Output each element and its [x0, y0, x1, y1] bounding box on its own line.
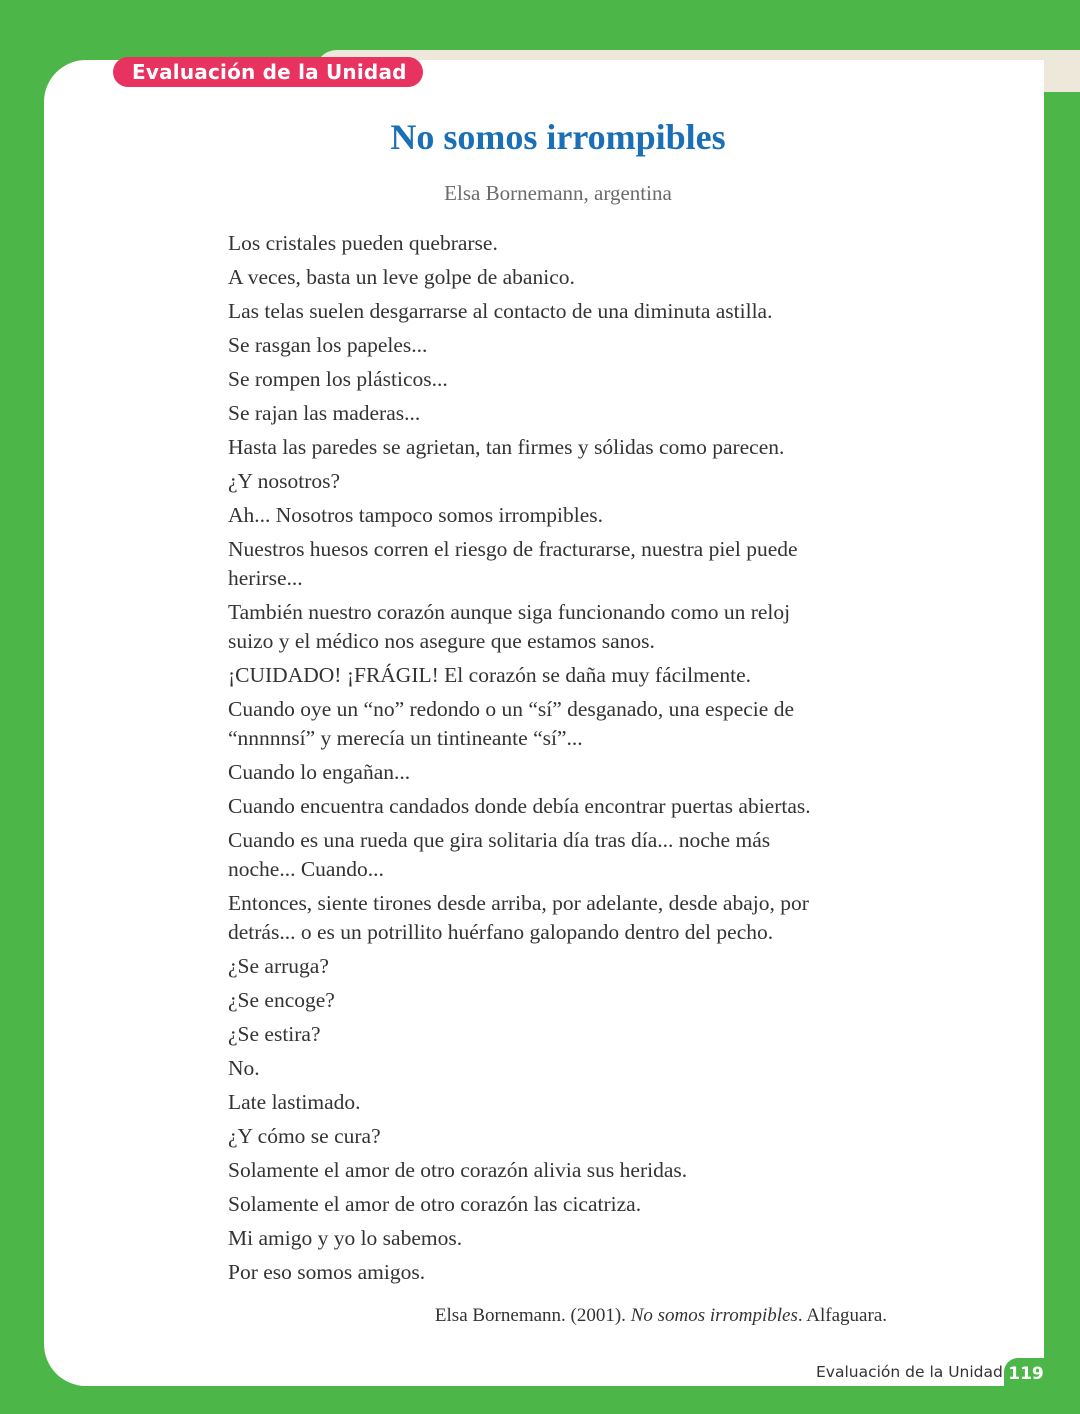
verse-line: ¿Se encoge?	[228, 988, 335, 1012]
footer-section-label: Evaluación de la Unidad	[816, 1363, 1003, 1381]
poem-verse	[228, 365, 908, 394]
poem-verse	[228, 399, 908, 428]
poem-verse	[228, 297, 908, 326]
page-number: 119	[1004, 1358, 1048, 1390]
poem-verse	[228, 661, 908, 690]
poem-author: Elsa Bornemann, argentina	[444, 181, 672, 205]
verse-line: No.	[228, 1056, 260, 1080]
verse-line: ¿Y nosotros?	[228, 469, 341, 493]
right-margin-bar	[1044, 92, 1080, 1414]
verse-line: Entonces, siente tirones desde arriba, por adelante, desde abajo, por	[228, 891, 809, 915]
verse-line: Las telas suelen desgarrarse al contacto de una diminuta astilla.	[228, 299, 773, 323]
poem-verse	[228, 952, 908, 981]
section-badge: Evaluación de la Unidad	[113, 57, 423, 87]
poem-verse	[228, 1088, 908, 1117]
poem-verse	[228, 535, 908, 593]
verse-line: suizo y el médico nos asegure que estamos sanos.	[228, 629, 655, 653]
poem-verse	[228, 826, 908, 884]
verse-line: Solamente el amor de otro corazón alivia sus heridas.	[228, 1158, 688, 1182]
poem-verse	[228, 467, 908, 496]
poem-verse	[228, 501, 908, 530]
poem-verse	[228, 229, 908, 258]
poem-body	[228, 229, 908, 1292]
poem-verse	[228, 433, 908, 462]
poem-verse	[228, 1054, 908, 1083]
verse-line: Por eso somos amigos.	[228, 1260, 426, 1284]
verse-line: Nuestros huesos corren el riesgo de fracturarse, nuestra piel puede	[228, 537, 798, 561]
verse-line: “nnnnnsí” y merecía un tintineante “sí”...	[228, 726, 583, 750]
verse-line: Ah... Nosotros tampoco somos irrompibles.	[228, 503, 604, 527]
verse-line: ¿Y cómo se cura?	[228, 1124, 381, 1148]
poem-verse	[228, 1190, 908, 1219]
citation-title: No somos irrompibles	[630, 1305, 798, 1326]
verse-line: ¿Se estira?	[228, 1022, 321, 1046]
verse-line: Los cristales pueden quebrarse.	[228, 231, 498, 255]
verse-line: Cuando encuentra candados donde debía encontrar puertas abiertas.	[228, 794, 811, 818]
poem-verse	[228, 1258, 908, 1287]
verse-line: herirse...	[228, 566, 303, 590]
verse-line: También nuestro corazón aunque siga funcionando como un reloj	[228, 600, 791, 624]
poem-verse	[228, 1122, 908, 1151]
verse-line: Se rajan las maderas...	[228, 401, 421, 425]
verse-line: Late lastimado.	[228, 1090, 361, 1114]
verse-line: ¡CUIDADO! ¡FRÁGIL! El corazón se daña muy fácilmente.	[228, 663, 752, 687]
citation-prefix: Elsa Bornemann. (2001).	[434, 1305, 631, 1326]
verse-line: Cuando es una rueda que gira solitaria día tras día... noche más	[228, 828, 771, 852]
verse-line: noche... Cuando...	[228, 857, 384, 881]
verse-line: detrás... o es un potrillito huérfano galopando dentro del pecho.	[228, 920, 774, 944]
poem-verse	[228, 1224, 908, 1253]
poem-verse	[228, 263, 908, 292]
verse-line: Cuando lo engañan...	[228, 760, 411, 784]
verse-line: Se rasgan los papeles...	[228, 333, 428, 357]
poem-verse	[228, 1156, 908, 1185]
verse-line: Cuando oye un “no” redondo o un “sí” desganado, una especie de	[228, 697, 794, 721]
verse-line: A veces, basta un leve golpe de abanico.	[228, 265, 575, 289]
verse-line: ¿Se arruga?	[228, 954, 329, 978]
poem-title: No somos irrompibles	[390, 117, 726, 157]
verse-line: Hasta las paredes se agrietan, tan firmes y sólidas como parecen.	[228, 435, 785, 459]
poem-verse	[228, 1020, 908, 1049]
citation	[435, 1305, 887, 1327]
poem-verse	[228, 331, 908, 360]
poem-verse	[228, 986, 908, 1015]
verse-line: Mi amigo y yo lo sabemos.	[228, 1226, 463, 1250]
citation-suffix: . Alfaguara.	[797, 1305, 887, 1326]
poem-verse	[228, 889, 908, 947]
poem-verse	[228, 695, 908, 753]
poem-verse	[228, 792, 908, 821]
poem-verse	[228, 598, 908, 656]
verse-line: Solamente el amor de otro corazón las cicatriza.	[228, 1192, 642, 1216]
poem-verse	[228, 758, 908, 787]
verse-line: Se rompen los plásticos...	[228, 367, 448, 391]
